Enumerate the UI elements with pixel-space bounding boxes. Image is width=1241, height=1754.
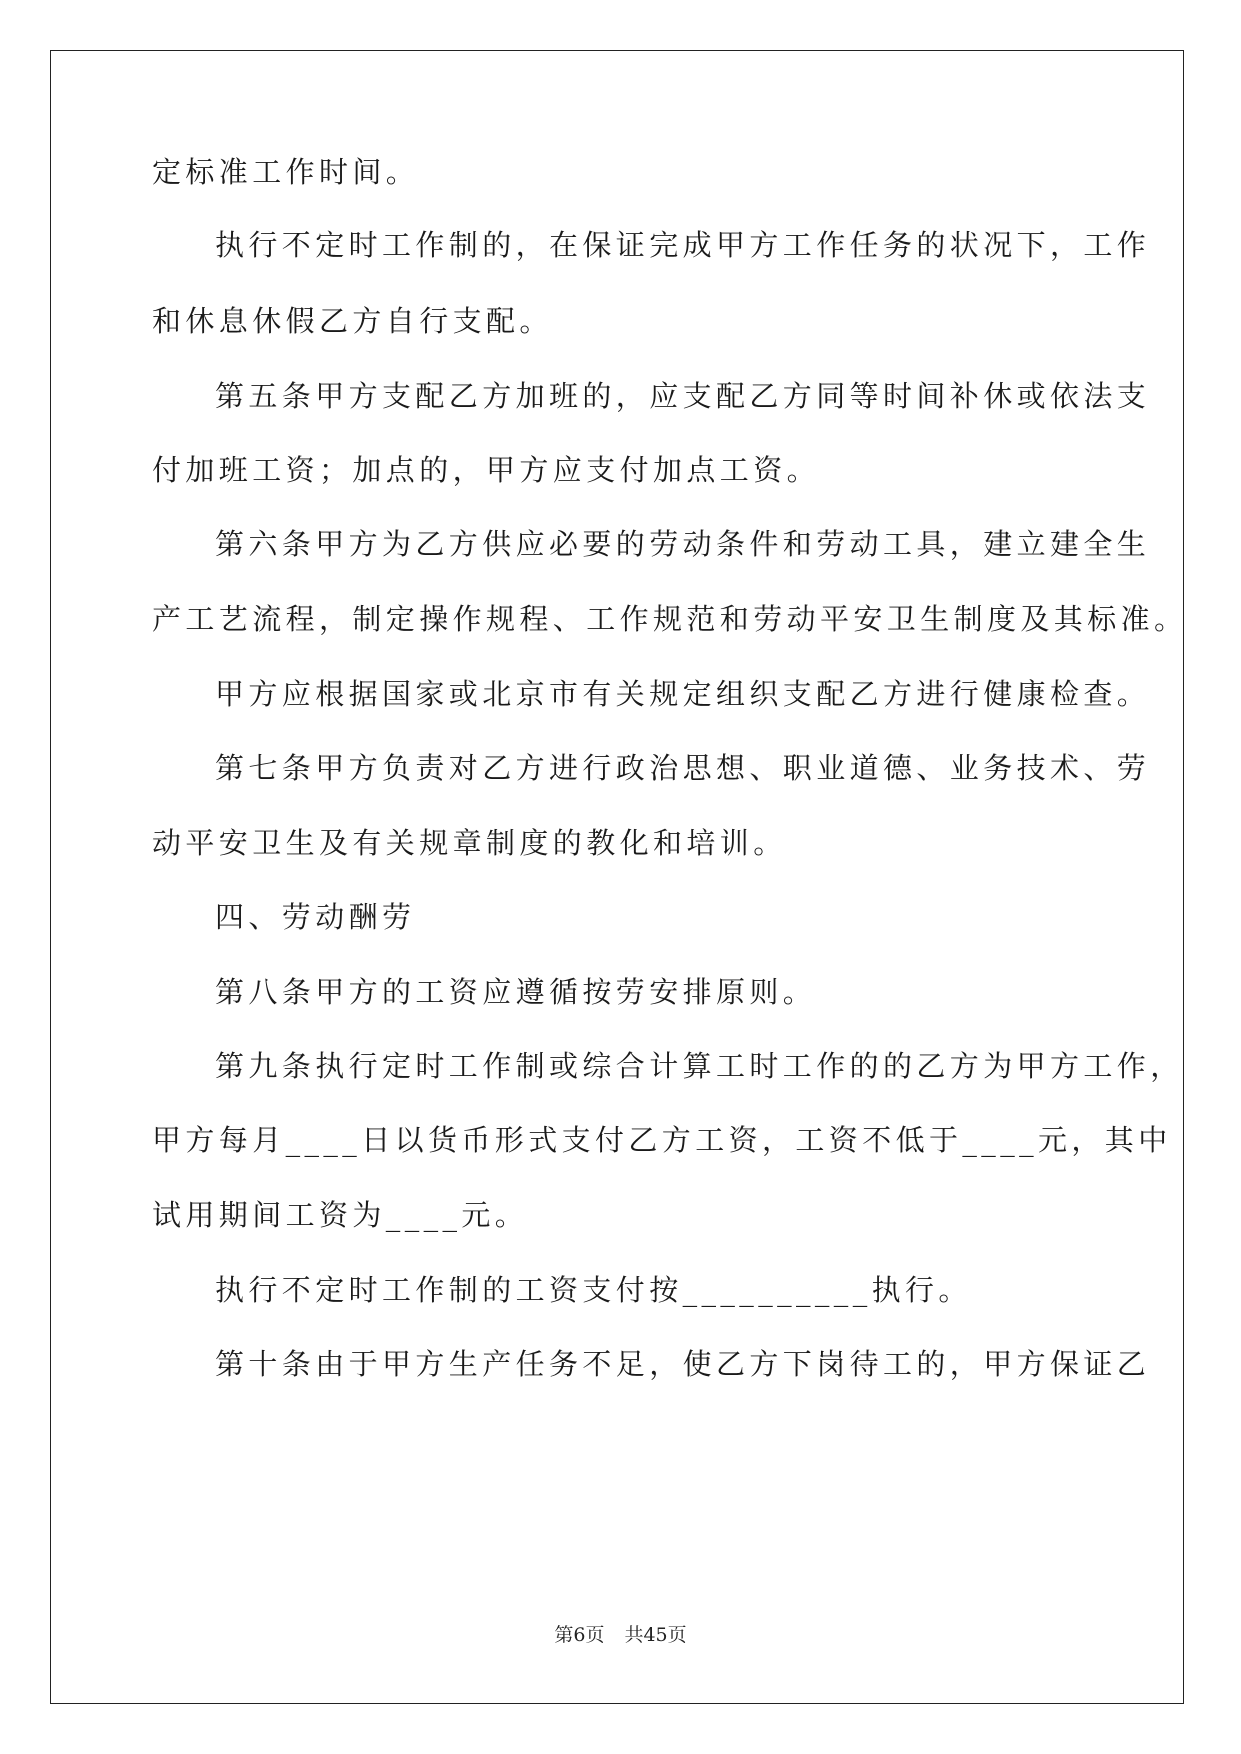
text-line: 甲方应根据国家或北京市有关规定组织支配乙方进行健康检查。 bbox=[215, 677, 1151, 711]
text-line: 执行不定时工作制的工资支付按__________执行。 bbox=[215, 1273, 972, 1307]
page-border bbox=[50, 50, 1184, 1704]
text-line: 和休息休假乙方自行支配。 bbox=[152, 304, 553, 338]
text-line: 试用期间工资为____元。 bbox=[152, 1198, 529, 1232]
text-line: 第九条执行定时工作制或综合计算工时工作的的乙方为甲方工作， bbox=[215, 1049, 1184, 1083]
page-total: 共45页 bbox=[624, 1624, 687, 1646]
text-line: 第五条甲方支配乙方加班的，应支配乙方同等时间补休或依法支 bbox=[215, 379, 1151, 413]
text-line: 执行不定时工作制的，在保证完成甲方工作任务的状况下，工作 bbox=[215, 228, 1151, 262]
section-heading: 四、劳动酬劳 bbox=[215, 900, 416, 934]
text-line: 第八条甲方的工资应遵循按劳安排原则。 bbox=[215, 975, 817, 1009]
text-line: 产工艺流程，制定操作规程、工作规范和劳动平安卫生制度及其标准。 bbox=[152, 602, 1188, 636]
text-line: 第六条甲方为乙方供应必要的劳动条件和劳动工具，建立建全生 bbox=[215, 527, 1151, 561]
text-line: 付加班工资；加点的，甲方应支付加点工资。 bbox=[152, 453, 821, 487]
text-line: 第十条由于甲方生产任务不足，使乙方下岗待工的，甲方保证乙 bbox=[215, 1347, 1151, 1381]
text-line: 动平安卫生及有关规章制度的教化和培训。 bbox=[152, 826, 787, 860]
text-line: 甲方每月____日以货币形式支付乙方工资，工资不低于____元，其中 bbox=[152, 1123, 1172, 1157]
text-line: 定标准工作时间。 bbox=[152, 155, 420, 189]
text-line: 第七条甲方负责对乙方进行政治思想、职业道德、业务技术、劳 bbox=[215, 751, 1151, 785]
page-footer bbox=[0, 1623, 1241, 1647]
page-number: 第6页 bbox=[554, 1624, 605, 1646]
